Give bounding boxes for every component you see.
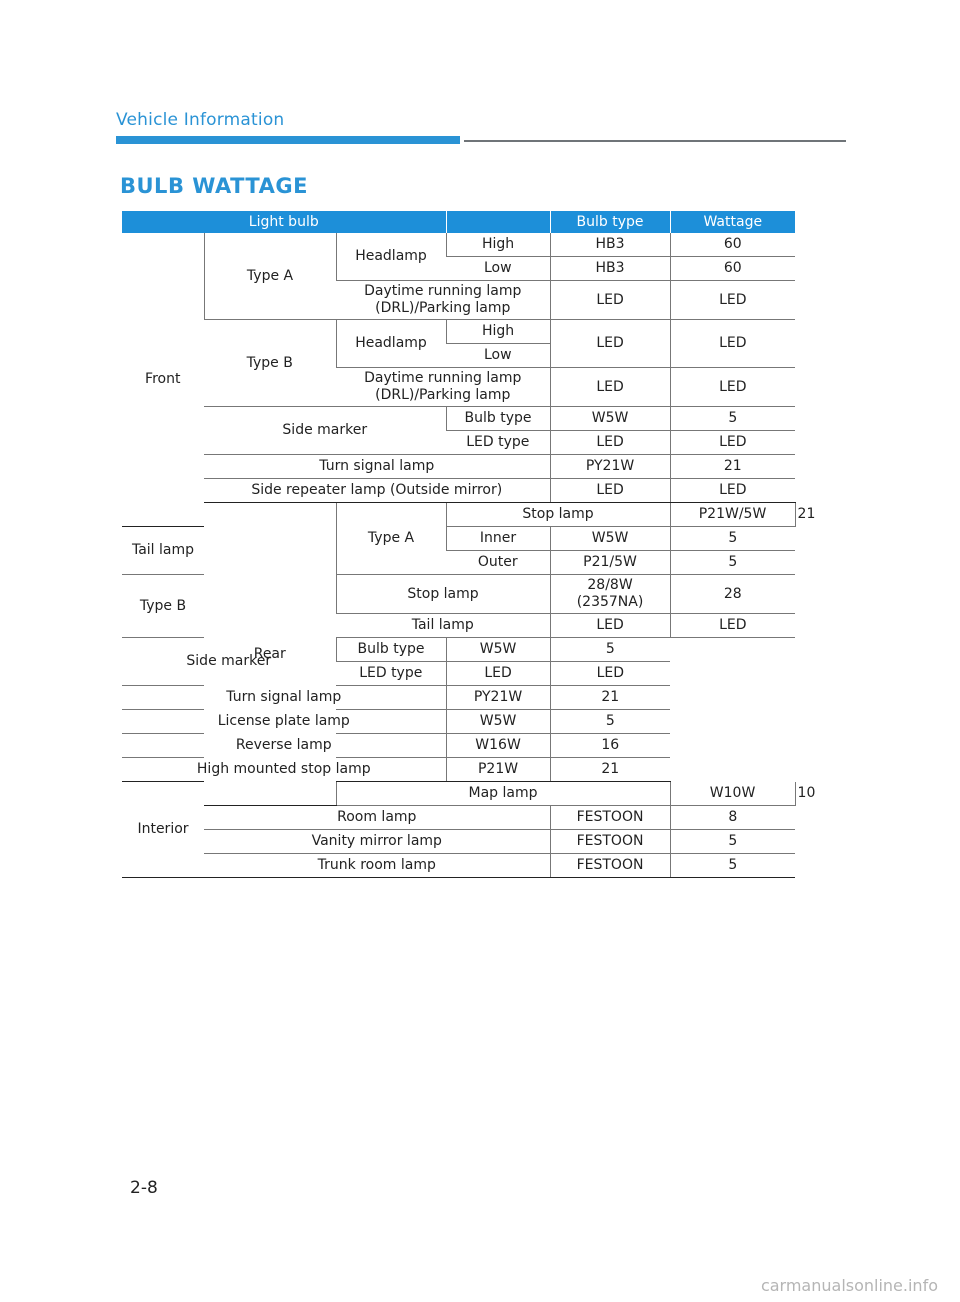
rear-a-tail-lamp: Tail lamp [122, 527, 204, 575]
wattage-cell: 8 [670, 806, 795, 830]
bulb-type-cell: FESTOON [550, 806, 670, 830]
bulb-type-cell: LED [550, 479, 670, 503]
wattage-cell: 5 [550, 710, 670, 734]
interior-map-lamp: Map lamp [336, 782, 670, 806]
bulb-type-cell: P21W/5W [670, 503, 795, 527]
header-rule-accent [116, 136, 460, 144]
column-header-wattage: Wattage [670, 211, 795, 233]
rear-turn-signal: Turn signal lamp [122, 686, 446, 710]
table-row [122, 854, 795, 878]
rear-type-b: Type B [122, 575, 204, 638]
table-row [122, 320, 795, 344]
front-side-repeater: Side repeater lamp (Outside mirror) [204, 479, 550, 503]
front-b-headlamp-high: High [446, 320, 550, 344]
rear-a-tail-outer: Outer [446, 551, 550, 575]
bulb-type-cell: LED [550, 614, 670, 638]
interior-trunk-room: Trunk room lamp [204, 854, 550, 878]
wattage-cell: 21 [550, 758, 670, 782]
wattage-cell: LED [670, 368, 795, 407]
wattage-cell: 5 [670, 830, 795, 854]
rear-license-plate: License plate lamp [122, 710, 446, 734]
wattage-cell: 28 [670, 575, 795, 614]
watermark: carmanualsonline.info [760, 1276, 938, 1295]
group-front: Front [122, 233, 204, 527]
rear-reverse: Reverse lamp [122, 734, 446, 758]
table-row: Interior Map lamp W10W 10 [122, 782, 795, 806]
table-row [122, 710, 795, 734]
bulb-type-cell: PY21W [446, 686, 550, 710]
table-row [122, 455, 795, 479]
bulb-type-cell: LED [550, 431, 670, 455]
wattage-cell: 5 [670, 854, 795, 878]
bulb-type-cell: LED [550, 320, 670, 368]
bulb-type-cell: P21W [446, 758, 550, 782]
drl-line-1: Daytime running lamp [364, 370, 522, 386]
table-row [122, 830, 795, 854]
rear-b-stop-lamp: Stop lamp [336, 575, 550, 614]
page-number: 2-8 [130, 1178, 158, 1198]
wattage-cell: 5 [670, 551, 795, 575]
wattage-cell: LED [550, 662, 670, 686]
bulb-type-cell: W5W [550, 527, 670, 551]
interior-vanity-mirror: Vanity mirror lamp [204, 830, 550, 854]
front-a-headlamp: Headlamp [336, 233, 446, 281]
table-row [122, 479, 795, 503]
stop-bulb-line-1: 28/8W [587, 577, 633, 593]
table-row [122, 734, 795, 758]
section-title: BULB WATTAGE [120, 174, 308, 198]
front-a-headlamp-high: High [446, 233, 550, 257]
table-header-row [122, 211, 795, 233]
rear-b-tail-lamp: Tail lamp [336, 614, 550, 638]
bulb-type-cell: LED [550, 281, 670, 320]
bulb-type-cell: FESTOON [550, 830, 670, 854]
rear-type-a: Type A [336, 503, 446, 575]
bulb-type-cell: W16W [446, 734, 550, 758]
column-header-blank [446, 211, 550, 233]
wattage-cell: 60 [670, 233, 795, 257]
table-row [122, 806, 795, 830]
wattage-cell: 5 [670, 527, 795, 551]
front-side-marker-led: LED type [446, 431, 550, 455]
wattage-cell: 60 [670, 257, 795, 281]
front-b-drl [336, 368, 550, 407]
header-rule [464, 140, 846, 142]
front-b-headlamp-low: Low [446, 344, 550, 368]
bulb-type-cell: W10W [670, 782, 795, 806]
front-turn-signal: Turn signal lamp [204, 455, 550, 479]
table-row [122, 638, 795, 662]
wattage-cell: 16 [550, 734, 670, 758]
wattage-cell: 5 [550, 638, 670, 662]
bulb-type-cell [550, 575, 670, 614]
rear-side-marker-bulb: Bulb type [336, 638, 446, 662]
bulb-wattage-table [122, 211, 816, 878]
rear-side-marker: Side marker [122, 638, 336, 686]
table-row [122, 686, 795, 710]
drl-line-1: Daytime running lamp [364, 283, 522, 299]
bulb-type-cell: LED [550, 368, 670, 407]
bulb-type-cell: HB3 [550, 257, 670, 281]
front-a-headlamp-low: Low [446, 257, 550, 281]
drl-line-2: (DRL)/Parking lamp [375, 387, 511, 403]
bulb-type-cell: FESTOON [550, 854, 670, 878]
table-row [122, 758, 795, 782]
column-header-light-bulb: Light bulb [122, 211, 446, 233]
wattage-cell: LED [670, 479, 795, 503]
front-side-marker: Side marker [204, 407, 446, 455]
wattage-cell: 21 [550, 686, 670, 710]
front-type-a: Type A [204, 233, 336, 320]
table-row [122, 233, 795, 257]
drl-line-2: (DRL)/Parking lamp [375, 300, 511, 316]
column-header-bulb-type: Bulb type [550, 211, 670, 233]
bulb-type-cell: PY21W [550, 455, 670, 479]
header-title: Vehicle Information [116, 110, 285, 130]
rear-side-marker-led: LED type [336, 662, 446, 686]
rear-a-tail-inner: Inner [446, 527, 550, 551]
wattage-cell: LED [670, 320, 795, 368]
front-type-b: Type B [204, 320, 336, 407]
bulb-type-cell: W5W [446, 638, 550, 662]
rear-high-mounted-stop: High mounted stop lamp [122, 758, 446, 782]
table-row: Rear Type A Stop lamp P21W/5W 21 [122, 503, 795, 527]
bulb-type-cell: P21/5W [550, 551, 670, 575]
front-a-drl [336, 281, 550, 320]
bulb-type-cell: LED [446, 662, 550, 686]
bulb-type-cell: W5W [550, 407, 670, 431]
wattage-cell: LED [670, 614, 795, 638]
wattage-cell: LED [670, 281, 795, 320]
rear-a-stop-lamp: Stop lamp [446, 503, 670, 527]
wattage-cell: LED [670, 431, 795, 455]
group-rear: Rear [204, 503, 336, 806]
wattage-cell: 21 [670, 455, 795, 479]
interior-room-lamp: Room lamp [204, 806, 550, 830]
bulb-type-cell: W5W [446, 710, 550, 734]
group-interior: Interior [122, 782, 204, 878]
stop-bulb-line-2: (2357NA) [576, 594, 644, 610]
front-side-marker-bulb: Bulb type [446, 407, 550, 431]
table-row [122, 407, 795, 431]
front-b-headlamp: Headlamp [336, 320, 446, 368]
wattage-cell: 5 [670, 407, 795, 431]
bulb-type-cell: HB3 [550, 233, 670, 257]
